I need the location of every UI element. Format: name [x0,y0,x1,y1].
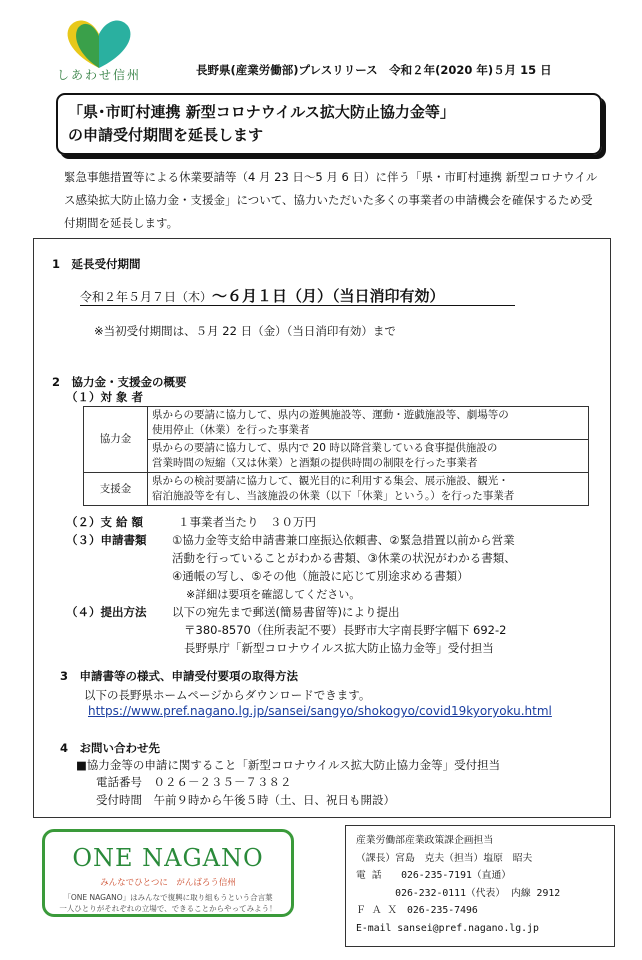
one-nagano-logo [42,829,294,917]
one-nagano-description: 一人ひとりがそれぞれの立場で、できることからやってみよう！ [59,904,277,913]
description-line: 使用停止（休業）を行った事業者 [152,424,310,436]
description-line: 県からの検討要請に協力して、観光目的に利用する集会、展示施設、観光・ [152,475,509,487]
category-cell: 協力金 [84,407,148,473]
title-line-1: 「県･市町村連携 新型コロナウイルス拡大防止協力金等」 [68,103,455,121]
table-row [84,407,589,440]
documents-label: （３）申請書類 [66,533,147,547]
one-nagano-title: ONE NAGANO [72,844,264,872]
category-cell: 支援金 [84,473,148,506]
inquiry-hours: 受付時間 午前９時から午後５時（土、日、祝日も開設） [96,793,395,807]
contact-persons: （課長）宮島 克夫（担当）塩原 昭夫 [356,852,533,864]
inquiry-phone: 電話番号 ０２６－２３５－７３８２ [96,775,292,789]
contact-fax: Ｆ Ａ Ｘ 026-235-7496 [356,905,478,916]
one-nagano-description: 「ONE NAGANO」はみんなで復興に取り組もうという合言葉 [63,893,273,902]
description-line: 営業時間の短縮（又は休業）と酒類の提供時間の制限を行った事業者 [152,457,478,469]
period-underline [80,305,515,306]
amount-label: （２）支 給 額 [66,515,144,529]
submission-label: （４）提出方法 [66,605,147,619]
target-subheading: （１）対 象 者 [66,390,144,404]
download-link[interactable]: https://www.pref.nagano.lg.jp/sansei/sangyo/shokogyo/covid19kyoryoku.html [88,704,552,718]
description-cell [148,440,589,473]
description-line: 県からの要請に協力して、県内の遊興施設等、運動・遊戯施設等、劇場等の [152,409,509,421]
contact-email: E-mail sansei@pref.nagano.lg.jp [356,922,539,934]
target-table [83,406,589,506]
amount-value: １事業者当たり ３０万円 [178,515,316,529]
one-nagano-subtitle: みんなでひとつに がんばろう信州 [100,878,236,888]
title-box [56,93,602,155]
description-cell [148,473,589,506]
documents-note: ※詳細は要項を確認してください。 [186,588,361,601]
section-1-heading: 1 延長受付期間 [52,257,141,271]
section-2-heading: 2 協力金・支援金の概要 [52,375,187,389]
extended-period [80,285,445,306]
press-release-line: 長野県(産業労働部)プレスリリース 令和２年(2020 年)５月 15 日 [196,63,552,77]
table-row [84,473,589,506]
documents-line: ①協力金等支給申請書兼口座振込依頼書、②緊急措置以前から営業 [172,533,515,547]
documents-line: ④通帳の写し、⑤その他（施設に応じて別途求める書類） [172,569,469,583]
description-line: 宿泊施設等を有し、当該施設の休業（以下「休業」という。）を行った事業者 [152,490,515,502]
inquiry-line: ■協力金等の申請に関すること「新型コロナウイルス拡大防止協力金等」受付担当 [76,758,501,772]
submission-recipient: 長野県庁「新型コロナウイルス拡大防止協力金等」受付担当 [184,641,494,655]
contact-department: 産業労働部産業政策課企画担当 [356,835,494,846]
period-end: ～６月１日（月）（当日消印有効） [212,287,445,305]
description-cell [148,407,589,440]
section-4-heading: 4 お問い合わせ先 [60,741,161,755]
table-row [84,440,589,473]
download-text: 以下の長野県ホームページからダウンロードできます。 [84,688,371,702]
submission-address: 〒380-8570（住所表記不要）長野市大字南長野字幅下 692-2 [184,623,507,637]
documents-line: 活動を行っていることがわかる書類、③休業の状況がわかる書類、 [172,551,516,565]
logo-text: しあわせ信州 [56,68,141,82]
period-start: 令和２年５月７日（木） [80,290,213,304]
description-line: 県からの要請に協力して、県内で 20 時以降営業している食事提供施設の [152,442,498,454]
section-3-heading: 3 申請書等の様式、申請受付要項の取得方法 [60,669,298,683]
original-period-note: ※当初受付期間は、５月 22 日（金）（当日消印有効）まで [94,324,396,338]
contact-box [345,825,615,947]
title-line-2: の申請受付期間を延長します [68,126,264,144]
submission-line: 以下の宛先まで郵送(簡易書留等)により提出 [172,605,400,619]
contact-phone-direct: 電 話 026-235-7191（直通） [356,870,512,881]
intro-paragraph: 緊急事態措置等による休業要請等（4 月 23 日～5 月 6 日）に伴う「県・市町村連携 新型コロナウイルス感染拡大防止協力金・支援金」について、協力いただいた多くの事業者の申請機会を確保するため受付期間を延長します。 [64,170,598,230]
contact-phone-main: 026-232-0111（代表） 内線 2912 [356,887,561,899]
